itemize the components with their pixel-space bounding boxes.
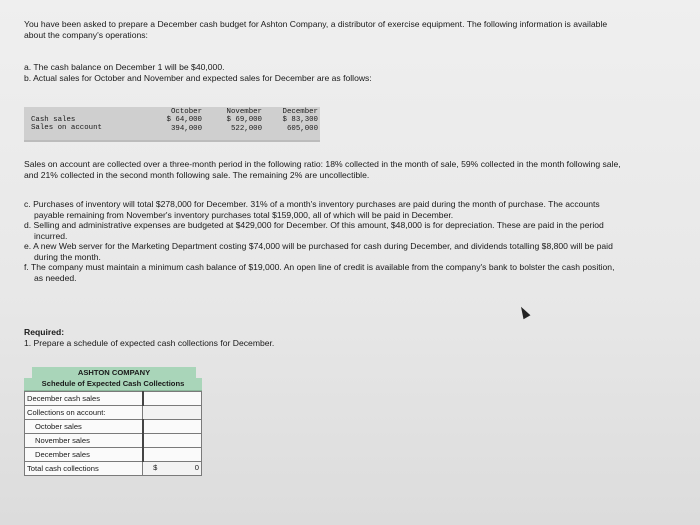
- cash-sales-cell: $ 64,000: [166, 116, 202, 125]
- schedule-title-header: Schedule of Expected Cash Collections: [24, 378, 202, 391]
- required-block: [24, 327, 624, 348]
- item-c: c. Purchases of inventory will total $278,000 for December. 31% of a month's inventory purchases are paid during the month of purchase. The accounts payable remaining from November's inventory purchases total $159,000, all of which will be paid in December.: [24, 199, 600, 220]
- cash-collections-schedule: [24, 367, 202, 476]
- required-heading: Required:: [24, 327, 65, 337]
- december-cash-sales-input[interactable]: [143, 392, 202, 406]
- collections-header-cell: [143, 406, 202, 420]
- currency-symbol: $: [153, 463, 158, 472]
- december-sales-input[interactable]: [143, 448, 202, 462]
- november-sales-input[interactable]: [143, 434, 202, 448]
- table-row: [25, 462, 202, 476]
- col-header: October: [170, 108, 202, 116]
- cash-sales-cell: $ 69,000: [226, 116, 262, 125]
- row-label: October sales: [25, 420, 143, 434]
- account-sales-cell: 394,000: [170, 124, 202, 133]
- item-e: e. A new Web server for the Marketing Department costing $74,000 will be purchased for cash during December, and dividends totalling $8,800 will be paid during the month.: [24, 241, 613, 262]
- item-d: d. Selling and administrative expenses are budgeted at $429,000 for December. Of this amount, $48,000 is for depreciation. These are paid in the period incurred.: [24, 220, 604, 241]
- table-row: [25, 434, 202, 448]
- schedule-company-header: ASHTON COMPANY: [32, 367, 196, 378]
- row-label: November sales: [25, 434, 143, 448]
- total-cash-collections-cell: [143, 462, 202, 476]
- table-row: [25, 392, 202, 406]
- row-label: Total cash collections: [25, 462, 143, 476]
- intro-text: You have been asked to prepare a December cash budget for Ashton Company, a distributor of exercise equipment. The following information is available about the company's operations:: [24, 19, 608, 40]
- mouse-cursor-icon: [518, 305, 531, 319]
- account-sales-cell: 522,000: [230, 124, 262, 133]
- table-row: [25, 448, 202, 462]
- table-row: [25, 406, 202, 420]
- fact-a: a. The cash balance on December 1 will be $40,000.: [24, 62, 225, 72]
- col-december: [270, 108, 318, 133]
- collection-ratio-text: Sales on account are collected over a three-month period in the following ratio: 18% collected in the month of sale, 59% collected in the month following sale, and 21% collected in the second month following sale. The remaining 2% are uncollectible.: [24, 159, 621, 180]
- schedule-table: [24, 391, 202, 476]
- total-value: 0: [194, 463, 199, 472]
- cash-sales-cell: $ 83,300: [282, 116, 318, 125]
- sales-table: [24, 107, 320, 142]
- col-november: [210, 108, 262, 133]
- facts-block: [24, 62, 624, 83]
- october-sales-input[interactable]: [143, 420, 202, 434]
- account-sales-cell: 605,000: [286, 124, 318, 133]
- row-sales-on-account-label: Sales on account: [31, 124, 102, 132]
- row-cash-sales-label: Cash sales: [31, 116, 76, 124]
- fact-b: b. Actual sales for October and November and expected sales for December are as follows:: [24, 72, 372, 83]
- items-list: [24, 199, 624, 283]
- item-f: f. The company must maintain a minimum cash balance of $19,000. An open line of credit is available from the company's bank to bolster the cash position, as needed.: [24, 262, 615, 283]
- row-label: December sales: [25, 448, 143, 462]
- table-row: [25, 420, 202, 434]
- required-task: 1. Prepare a schedule of expected cash collections for December.: [24, 337, 275, 348]
- col-october: [154, 108, 202, 133]
- row-label: Collections on account:: [25, 406, 143, 420]
- col-header: December: [282, 108, 318, 116]
- row-label: December cash sales: [25, 392, 143, 406]
- col-header: November: [226, 108, 262, 116]
